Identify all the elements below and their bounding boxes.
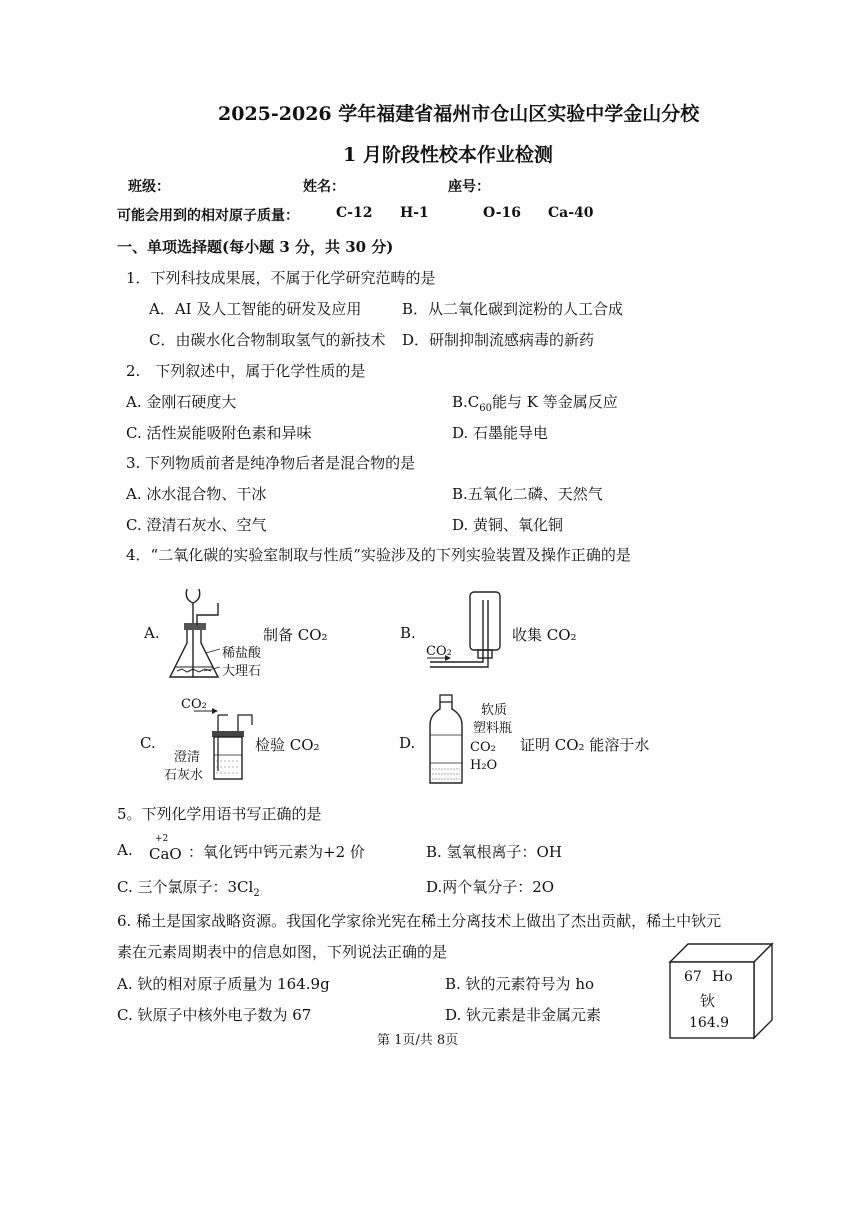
element-atomic-number: 67 xyxy=(684,969,702,985)
element-name: 钬 xyxy=(700,992,716,1010)
q2-stem: 2. 下列叙述中，属于化学性质的是 xyxy=(126,362,366,380)
q3-option-b: B.五氧化二磷、天然气 xyxy=(452,485,603,503)
q1-option-b: B．从二氧化碳到淀粉的人工合成 xyxy=(402,300,624,318)
q4-d-label-co2: CO₂ xyxy=(470,740,496,755)
q1-stem: 1．下列科技成果展，不属于化学研究范畴的是 xyxy=(126,269,436,287)
section-title: 一、单项选择题(每小题 3 分，共 30 分) xyxy=(117,238,394,256)
element-atomic-mass: 164.9 xyxy=(689,1015,730,1031)
atomic-mass-o: O-16 xyxy=(483,205,522,221)
q4-d-label-water: H₂O xyxy=(470,758,498,773)
q1-option-a: A．AI 及人工智能的研发及应用 xyxy=(149,300,362,318)
plastic-bottle-figure xyxy=(425,693,467,787)
atomic-mass-label: 可能会用到的相对原子质量： xyxy=(117,208,299,224)
atomic-mass-ca: Ca-40 xyxy=(548,205,594,221)
page-number: 第 1页/共 8页 xyxy=(377,1033,459,1048)
class-label: 班级： xyxy=(128,179,170,195)
q4-b-gas-label: CO₂ xyxy=(426,644,452,659)
q4-stem: 4．“二氧化碳的实验室制取与性质”实验涉及的下列实验装置及操作正确的是 xyxy=(126,546,631,564)
q5-a-valence: +2 xyxy=(155,834,169,844)
q4-option-b-caption: 收集 CO₂ xyxy=(512,626,577,644)
q4-c-label-clear: 澄清 xyxy=(174,750,201,765)
q3-option-d: D. 黄铜、氧化铜 xyxy=(452,516,564,534)
q5-option-a-letter: A. xyxy=(117,841,133,859)
q1-option-d: D．研制抑制流感病毒的新药 xyxy=(402,331,595,349)
atomic-mass-c: C-12 xyxy=(336,205,373,221)
q6-option-d: D. 钬元素是非金属元素 xyxy=(445,1006,602,1024)
q5-option-d: D.两个氧分子：2O xyxy=(426,878,555,896)
q4-option-b-letter: B. xyxy=(400,624,416,642)
exam-title: 2025-2026 学年福建省福州市仓山区实验中学金山分校 xyxy=(218,103,700,125)
q6-option-b: B. 钬的元素符号为 ho xyxy=(445,975,595,993)
q2-option-d: D. 石墨能导电 xyxy=(452,424,549,442)
q3-option-a: A. 冰水混合物、干冰 xyxy=(126,485,267,503)
atomic-mass-h: H-1 xyxy=(400,205,429,221)
q2-option-c: C. 活性炭能吸附色素和异味 xyxy=(126,424,312,442)
q2-option-a: A. 金刚石硬度大 xyxy=(126,393,237,411)
seat-label: 座号： xyxy=(448,179,490,195)
q4-option-a-caption: 制备 CO₂ xyxy=(263,626,328,644)
name-label: 姓名： xyxy=(303,179,345,195)
q5-option-b: B. 氢氧根离子：OH xyxy=(426,843,562,861)
q3-option-c: C. 澄清石灰水、空气 xyxy=(126,516,267,534)
q6-option-c: C. 钬原子中核外电子数为 67 xyxy=(117,1006,312,1024)
q4-option-d-letter: D. xyxy=(399,734,416,752)
q4-c-gas-label: CO₂ xyxy=(181,697,207,712)
q2-option-b: $B.C_{60}$能与 K 等金属反应 xyxy=(452,393,618,414)
q6-stem-line1: 6. 稀土是国家战略资源。我国化学家徐光宪在稀土分离技术上做出了杰出贡献，稀土中钬元 xyxy=(117,912,722,930)
q5-option-c: C. 三个氯原子：$3Cl_2$ xyxy=(117,878,260,899)
q4-c-label-limewater: 石灰水 xyxy=(164,768,204,783)
q4-option-d-caption: 证明 CO₂ 能溶于水 xyxy=(520,736,650,754)
q4-option-c-caption: 检验 CO₂ xyxy=(255,736,320,754)
q4-a-label-marble: 大理石 xyxy=(222,664,262,679)
exam-subtitle: 1 月阶段性校本作业检测 xyxy=(343,144,553,166)
q5-stem: 5。下列化学用语书写正确的是 xyxy=(117,805,322,823)
q4-option-a-letter: A. xyxy=(144,624,160,642)
element-symbol: Ho xyxy=(712,969,733,985)
q5-a-formula: CaO xyxy=(149,845,182,863)
q4-d-label-bottle: 塑料瓶 xyxy=(473,721,513,736)
q4-a-label-acid: 稀盐酸 xyxy=(222,646,262,661)
q5-option-a-text: ：氧化钙中钙元素为+2 价 xyxy=(188,843,365,861)
q6-option-a: A. 钬的相对原子质量为 164.9g xyxy=(117,975,330,993)
q4-option-c-letter: C. xyxy=(140,734,156,752)
q4-d-label-soft: 软质 xyxy=(481,703,508,718)
q6-stem-line2: 素在元素周期表中的信息如图，下列说法正确的是 xyxy=(117,943,448,961)
q3-stem: 3. 下列物质前者是纯净物后者是混合物的是 xyxy=(126,454,416,472)
q1-option-c: C．由碳水化合物制取氢气的新技术 xyxy=(149,331,386,349)
